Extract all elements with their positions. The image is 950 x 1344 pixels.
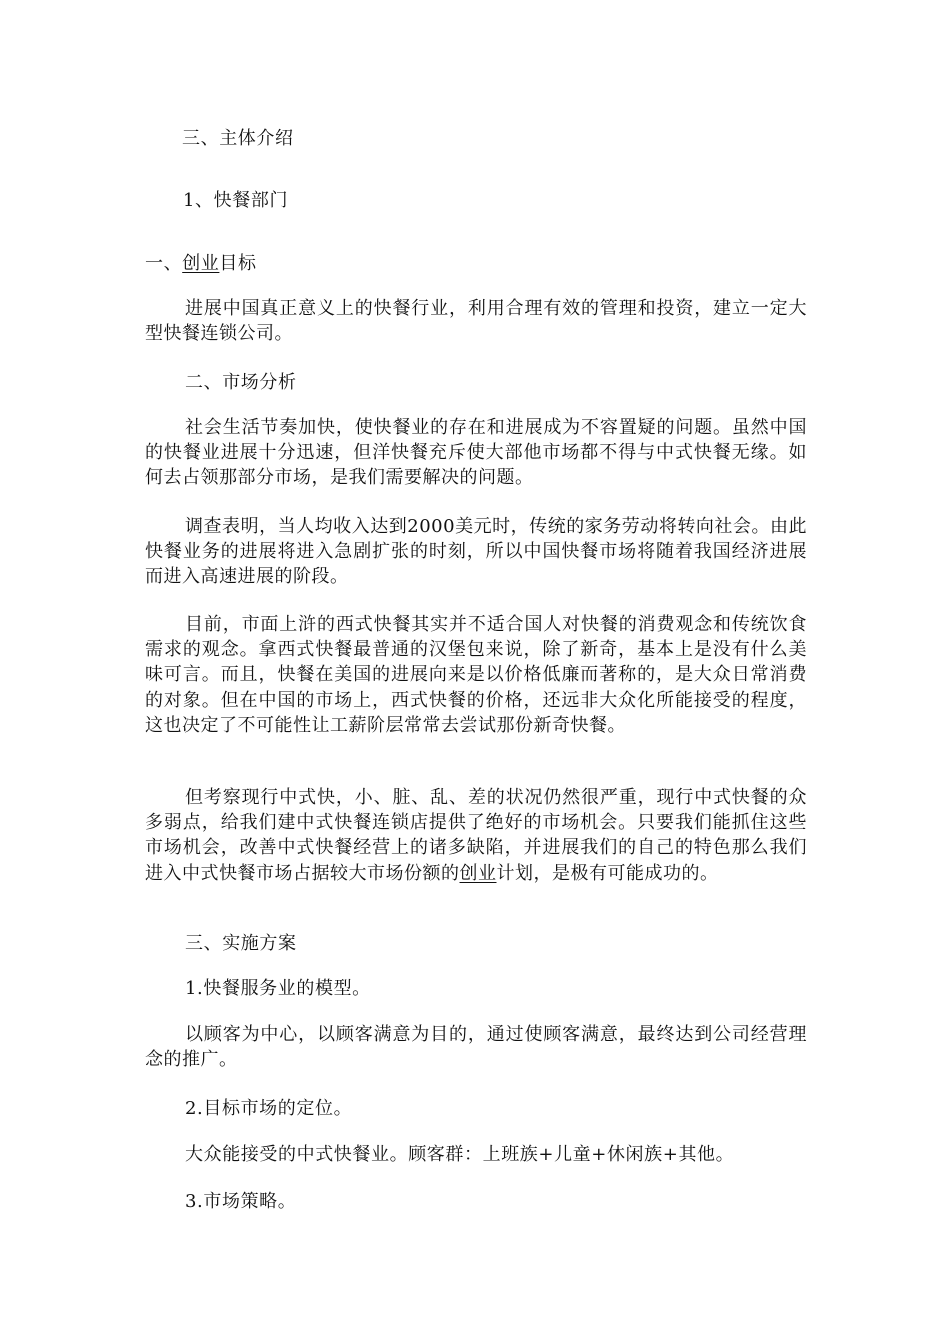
heading-market-analysis: 二、市场分析 [185, 372, 297, 393]
paragraph-market-4 [145, 785, 807, 886]
item2-text: 大众能接受的中式快餐业。顾客群：上班族+儿童+休闲族+其他。 [185, 1144, 735, 1165]
paragraph-market-4-text: 但考察现行中式快，小、脏、乱、差的状况仍然很严重，现行中式快餐的众多弱点，给我们建中式快餐连锁店提供了绝好的市场机会。只要我们能抓住这些市场机会，改善中式快餐经营上的诸多缺陷，并进展我们的自己的特色那么我们进入中式快餐市场占据较大市场份额的 [145, 787, 807, 884]
heading-number: 一、 [145, 253, 183, 274]
heading-fast-food-department: 1、快餐部门 [183, 190, 289, 211]
underlined-word-chuangye-2: 创业 [459, 862, 497, 884]
heading-main-intro: 三、主体介绍 [182, 128, 294, 149]
paragraph-market-3: 目前，市面上浒的西式快餐其实并不适合国人对快餐的消费观念和传统饮食需求的观念。拿西式快餐最普通的汉堡包来说，除了新奇，基本上是没有什么美味可言。而且，快餐在美国的进展向来是以价格低廉而著称的，是大众日常消费的对象。但在中国的市场上，西式快餐的价格，还远非大众化所能接受的程度，这也决定了不可能性让工薪阶层常常去尝试那份新奇快餐。 [145, 614, 807, 736]
paragraph-goal: 进展中国真正意义上的快餐行业，利用合理有效的管理和投资，建立一定大型快餐连锁公司。 [145, 298, 807, 345]
heading-suffix: 目标 [219, 253, 257, 274]
paragraph-market-1: 社会生活节奏加快，使快餐业的存在和进展成为不容置疑的问题。虽然中国的快餐业进展十分迅速，但洋快餐充斥使大部他市场都不得与中式快餐无缘。如何去占领那部分市场，是我们需要解决的问题。 [145, 417, 807, 489]
item3-title: 3.市场策略。 [185, 1191, 297, 1212]
item1-text: 以顾客为中心，以顾客满意为目的，通过使顾客满意，最终达到公司经营理念的推广。 [145, 1024, 807, 1071]
underlined-word-chuangye: 创业 [182, 253, 220, 274]
heading-business-goal [145, 251, 257, 276]
paragraph-market-4-end: 计划，是极有可能成功的。 [496, 862, 719, 884]
heading-implementation: 三、实施方案 [185, 933, 297, 954]
paragraph-market-2: 调查表明，当人均收入达到2000美元时，传统的家务劳动将转向社会。由此快餐业务的进展将进入急剧扩张的时刻，所以中国快餐市场将随着我国经济进展而进入高速进展的阶段。 [145, 516, 807, 588]
item1-title: 1.快餐服务业的模型。 [185, 978, 371, 999]
item2-title: 2.目标市场的定位。 [185, 1098, 353, 1119]
